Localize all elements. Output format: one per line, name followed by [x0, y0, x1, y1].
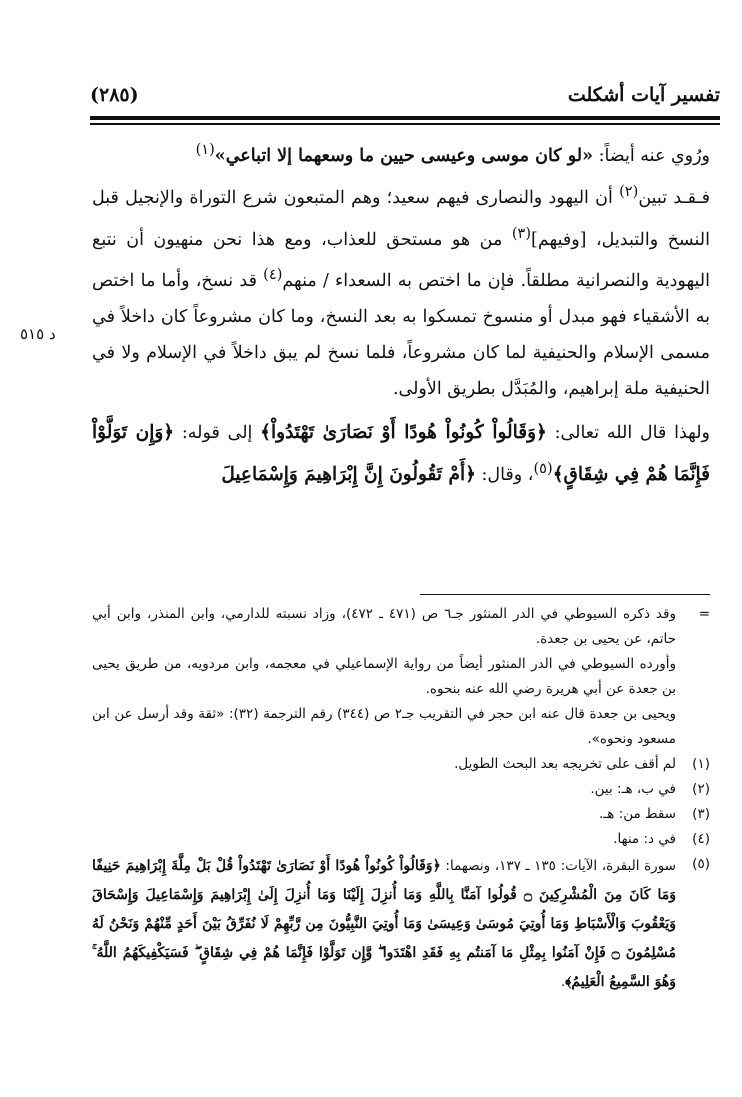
footnote-cont-line-1: وقد ذكره السيوطي في الدر المنثور جـ٦ ص (٤٧١ ـ ٤٧٢)، وزاد نسبته للدارمي، وابن المنذر، وابن أبي حاتم، عن يحيى بن جعدة.: [92, 606, 676, 647]
footnote-cont-line-3: ويحيى بن جعدة قال عنه ابن حجر في التقريب جـ٢ ص (٣٤٤) رقم الترجمة (٣٢): «ثقة وقد أرسل عن ابن مسعود ونحوه».: [92, 706, 677, 747]
footnote-number: (٣): [692, 806, 710, 822]
footnote-text: في د: منها.: [613, 831, 676, 847]
footnote-cont-line-2: وأورده السيوطي في الدر المنثور أيضاً من رواية الإسماعيلي في معجمه، وابن مردويه، من طريق يحيى بن جعدة عن أبي هريرة رضي الله عنه بنحوه.: [92, 656, 676, 697]
header-rule-thin: [90, 123, 720, 125]
footnotes: [92, 602, 710, 997]
paragraph-3: ولهذا قال الله تعالى: ﴿وَقَالُواْ كُونُواْ هُودًا أَوْ نَصَارَىٰ تَهْتَدُواْ﴾ إلى قوله: ﴿وَإِن تَوَلَّوْاْ فَإِنَّمَا هُمْ فِي شِقَاقٍ﴾$^{(٥)}$، وقال: ﴿أَمْ تَقُولُونَ إِنَّ إِبْرَاهِيمَ وَإِسْمَاعِيلَ: [92, 422, 710, 486]
quran-verse-2: ﴿وَإِن تَوَلَّوْاْ فَإِنَّمَا هُمْ فِي شِقَاقٍ﴾: [92, 422, 710, 486]
footnote-text: في ب، هـ: بين.: [590, 781, 676, 797]
footnote-ref-5: (٥): [533, 460, 553, 478]
footnote-text: سقط من: هـ.: [599, 806, 676, 822]
footnote-number: (١): [692, 756, 710, 772]
footnote-item: [92, 752, 710, 777]
footnote-number: (٢): [692, 781, 710, 797]
footnote-continuation: [92, 602, 710, 752]
footnote-ref-2: (٢): [619, 182, 639, 200]
page-number: (٢٨٥): [90, 84, 139, 106]
footnote-separator: [420, 594, 710, 595]
header-rule-thick: [90, 116, 720, 120]
running-title: تفسير آيات أشكلت: [567, 84, 720, 106]
footnote-text: سورة البقرة، الآيات: ١٣٥ ـ ١٣٧، ونصهما:: [440, 858, 676, 874]
page-header: [90, 82, 720, 114]
footnote-ref-3: (٣): [511, 224, 532, 242]
quran-verse-3: ﴿أَمْ تَقُولُونَ إِنَّ إِبْرَاهِيمَ وَإِسْمَاعِيلَ: [221, 464, 476, 486]
continuation-marker: =: [698, 606, 710, 622]
footnote-number: (٤): [692, 831, 710, 847]
footnote-item: (٥) سورة البقرة، الآيات: ١٣٥ ـ ١٣٧، ونصهما: ﴿وَقَالُواْ كُونُواْ هُودًا أَوْ نَصَارَىٰ تَهْتَدُواْ قُلْ بَلْ مِلَّةَ إِبْرَاهِيمَ حَنِيفًا وَمَا كَانَ مِنَ الْمُشْرِكِينَ ۝ قُولُوا آمَنَّا بِاللَّهِ وَمَا أُنزِلَ إِلَيْنَا وَمَا أُنزِلَ إِلَىٰ إِبْرَاهِيمَ وَإِسْمَاعِيلَ وَإِسْحَاقَ وَيَعْقُوبَ وَالْأَسْبَاطِ وَمَا أُوتِيَ مُوسَىٰ وَعِيسَىٰ وَمَا أُوتِيَ النَّبِيُّونَ مِن رَّبِّهِمْ لَا نُفَرِّقُ بَيْنَ أَحَدٍ مِّنْهُمْ وَنَحْنُ لَهُ مُسْلِمُونَ ۝ فَإِنْ آمَنُوا بِمِثْلِ مَا آمَنتُم بِهِ فَقَدِ اهْتَدَوا ۖ وَّإِن تَوَلَّوْا فَإِنَّمَا هُمْ فِي شِقَاقٍ ۖ فَسَيَكْفِيكَهُمُ اللَّهُ ۚ وَهُوَ السَّمِيعُ الْعَلِيمُ﴾.: [92, 852, 710, 997]
paragraph-1: ورُوي عنه أيضاً: «لو كان موسى وعيسى حيين ما وسعهما إلا اتباعي»$^{(١)}$: [195, 141, 710, 166]
footnote-item: [92, 827, 710, 852]
main-text: [92, 132, 710, 493]
footnote-number: (٥): [692, 856, 710, 872]
hadith-quote: «لو كان موسى وعيسى حيين ما وسعهما إلا اتباعي»: [214, 145, 594, 166]
paragraph-2: فـقـد تبين$^{(٢)}$ أن اليهود والنصارى فيهم سعيد؛ وهم المتبعون شرع التوراة والإنجيل قبل النسخ والتبديل، [وفيهم]$^{(٣)}$ من هو مستحق للعذاب، ومع هذا نحن منهيون أن نتبع اليهودية والنصرانية مطلقاً. فإن ما اختص به السعداء / منهم$^{(٤)}$ قد نسخ، وأما ما اختص به الأشقياء فهو مبدل أو منسوخ تمسكوا به بعد النسخ، وما كان مشروعاً كان داخلاً في مسمى الإسلام والحنيفية لما كان مشروعاً، فلما نسخ لم يبق داخلاً في الإسلام ولا في الحنيفية ملة إبراهيم، والمُبَدَّل بطريق الأولى.: [92, 182, 711, 400]
quran-verse-1: ﴿وَقَالُواْ كُونُواْ هُودًا أَوْ نَصَارَىٰ تَهْتَدُواْ﴾: [260, 422, 547, 444]
footnote-ref-1: (١): [195, 141, 215, 158]
footnote-item: [92, 777, 710, 802]
margin-manuscript-ref: د ٥١٥: [20, 325, 56, 343]
footnote-ref-4: (٤): [263, 266, 283, 284]
quran-verses-footnote: ﴿وَقَالُواْ كُونُواْ هُودًا أَوْ نَصَارَىٰ تَهْتَدُواْ قُلْ بَلْ مِلَّةَ إِبْرَاهِيمَ حَنِيفًا وَمَا كَانَ مِنَ الْمُشْرِكِينَ ۝ قُولُوا آمَنَّا بِاللَّهِ وَمَا أُنزِلَ إِلَيْنَا وَمَا أُنزِلَ إِلَىٰ إِبْرَاهِيمَ وَإِسْمَاعِيلَ وَإِسْحَاقَ وَيَعْقُوبَ وَالْأَسْبَاطِ وَمَا أُوتِيَ مُوسَىٰ وَعِيسَىٰ وَمَا أُوتِيَ النَّبِيُّونَ مِن رَّبِّهِمْ لَا نُفَرِّقُ بَيْنَ أَحَدٍ مِّنْهُمْ وَنَحْنُ لَهُ مُسْلِمُونَ ۝ فَإِنْ آمَنُوا بِمِثْلِ مَا آمَنتُم بِهِ فَقَدِ اهْتَدَوا ۖ وَّإِن تَوَلَّوْا فَإِنَّمَا هُمْ فِي شِقَاقٍ ۖ فَسَيَكْفِيكَهُمُ اللَّهُ ۚ وَهُوَ السَّمِيعُ الْعَلِيمُ﴾: [92, 858, 677, 990]
footnote-item: [92, 802, 710, 827]
footnote-text: لم أقف على تخريجه بعد البحث الطويل.: [454, 756, 676, 772]
